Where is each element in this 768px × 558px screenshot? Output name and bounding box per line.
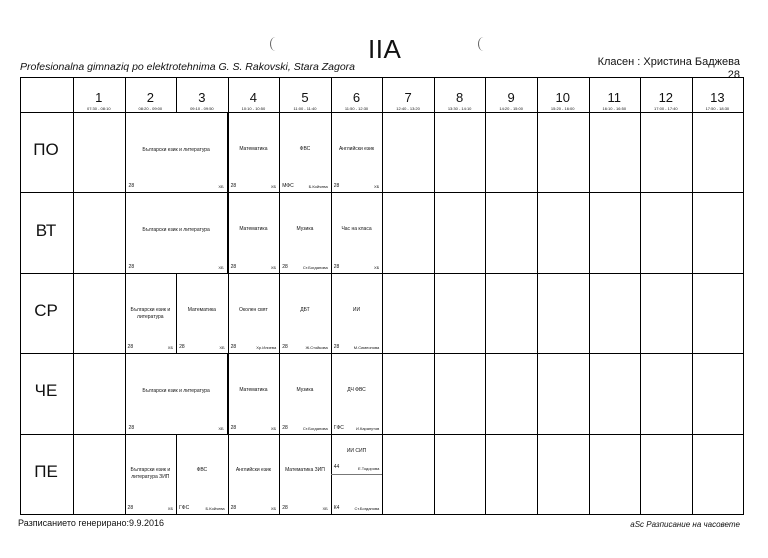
period-column-divider: [485, 78, 486, 514]
lesson-subject: Математика: [239, 145, 268, 152]
lesson-cell[interactable]: [126, 113, 228, 192]
lesson-subject: Български език и литература: [130, 306, 171, 320]
period-time: 12:40 - 13:20: [396, 106, 420, 111]
day-label: ПО: [33, 140, 59, 160]
period-number: 8: [456, 90, 464, 105]
period-number: 6: [352, 90, 361, 105]
lesson-room: ГФС: [333, 424, 344, 431]
period-time: 13:30 - 14:10: [447, 106, 472, 111]
lesson-cell[interactable]: [331, 434, 383, 514]
lesson-teacher: ХБ: [219, 345, 225, 351]
lesson-subject: Български език и литература: [142, 146, 210, 153]
period-time: 17:00 - 17:40: [654, 106, 678, 111]
lesson-group-teacher: Е.Тодорова: [357, 465, 380, 471]
lesson-subject: Математика: [239, 386, 268, 393]
lesson-subject: Математика: [187, 306, 216, 313]
lesson-cell[interactable]: [228, 353, 280, 433]
day-label: СР: [34, 301, 58, 320]
period-number: 5: [301, 90, 309, 105]
lesson-teacher: ХБ: [270, 425, 277, 431]
period-column-divider: [537, 78, 538, 514]
lesson-teacher: ХБ: [270, 505, 277, 511]
lesson-teacher: Хр.Илиева: [256, 345, 277, 351]
period-column-divider: [382, 78, 383, 514]
lesson-subject: Математика: [239, 226, 268, 233]
lesson-subject: Английски език: [235, 467, 271, 474]
lesson-cell[interactable]: [125, 434, 177, 514]
school-name: Profesionalna gimnaziq po elektrotehnima G. S. Rakovski, Stara Zagora: [20, 61, 356, 73]
lesson-subject: ДЧ ФВС: [347, 386, 366, 393]
class-teacher: Класен : Христина Баджева: [597, 56, 740, 68]
lesson-subject: Български език и литература: [142, 227, 210, 234]
day-label: ПЕ: [34, 461, 58, 481]
lesson-teacher: Ст.Богданова: [354, 505, 380, 511]
lesson-teacher: ХБ: [374, 264, 380, 270]
lesson-teacher: ХБ: [218, 425, 224, 431]
lesson-room: 28: [230, 504, 237, 511]
period-time: 15:20 - 16:00: [550, 106, 575, 111]
lesson-teacher: ХБ: [167, 505, 174, 511]
lesson-cell[interactable]: [176, 273, 228, 353]
lesson-teacher: ХБ: [322, 505, 328, 511]
lesson-subject: ДБТ: [300, 306, 310, 313]
lesson-room: 28: [230, 263, 237, 270]
period-time: 14:20 - 15:00: [499, 106, 523, 111]
lesson-cell[interactable]: [331, 112, 383, 192]
app-credit: aSc Разписание на часовете: [630, 520, 740, 529]
period-column-divider: [434, 78, 435, 514]
lesson-room: 28: [128, 183, 135, 190]
period-time: 10:10 - 10:50: [241, 106, 266, 111]
lesson-group-divider: [331, 474, 383, 475]
punch-hole-left: [270, 37, 281, 51]
home-room: 28: [727, 69, 740, 81]
lesson-teacher: Ж.Стойкова: [305, 345, 328, 351]
lesson-room: 28: [282, 344, 288, 351]
period-number: 4: [249, 90, 258, 105]
lesson-cell[interactable]: [279, 434, 331, 514]
lesson-cell[interactable]: [331, 192, 383, 272]
lesson-cell[interactable]: [279, 112, 331, 192]
class-title: IIA: [368, 34, 402, 64]
lesson-room: 28: [333, 263, 340, 270]
lesson-room: 28: [333, 183, 340, 190]
period-number: 7: [404, 90, 412, 105]
lesson-subject: Музика: [296, 386, 314, 393]
timetable-grid: [20, 77, 744, 515]
lesson-teacher: Ст.Богданова: [302, 425, 328, 431]
lesson-room: 28: [282, 504, 288, 511]
lesson-cell[interactable]: [331, 273, 383, 353]
lesson-cell[interactable]: [176, 434, 228, 514]
lesson-subject: ИИ: [352, 306, 361, 313]
period-number: 13: [710, 90, 725, 105]
lesson-cell[interactable]: [228, 434, 280, 514]
lesson-cell[interactable]: [228, 112, 280, 192]
lesson-teacher: Б.Койчева: [308, 184, 328, 190]
period-number: 10: [555, 90, 570, 105]
lesson-room: 28: [230, 424, 237, 431]
lesson-teacher: ХБ: [270, 184, 277, 190]
lesson-subject: ФВС: [299, 145, 311, 152]
period-time: 16:10 - 16:50: [602, 106, 627, 111]
punch-hole-right: [478, 37, 489, 51]
period-column-divider: [692, 78, 693, 514]
period-time: 17:50 - 18:30: [705, 106, 730, 111]
lesson-cell[interactable]: [125, 273, 177, 353]
lesson-subject: Математика ЗИП: [285, 467, 325, 474]
period-time: 09:10 - 09:50: [190, 106, 214, 111]
lesson-room: 28: [230, 344, 237, 351]
period-number: 11: [607, 90, 622, 105]
lesson-subject: Час на класа: [341, 226, 372, 233]
lesson-cell[interactable]: [331, 353, 383, 433]
lesson-teacher: ХБ: [374, 184, 380, 190]
period-number: 2: [146, 90, 154, 105]
lesson-subject: Български език и литература ЗИП: [130, 467, 171, 481]
lesson-room: ГФС: [179, 504, 190, 511]
lesson-subject: ФВС: [196, 467, 208, 474]
lesson-teacher: Б.Койчева: [205, 505, 225, 511]
lesson-room: 28: [282, 424, 288, 431]
period-number: 1: [95, 90, 103, 105]
lesson-subject: Околен свят: [239, 306, 268, 313]
lesson-subject: Български език и литература: [142, 387, 210, 394]
period-time: 07:30 - 08:10: [86, 106, 111, 111]
lesson-subject: ИИ СИП: [346, 448, 367, 455]
lesson-room: 28: [282, 263, 288, 270]
lesson-cell[interactable]: [279, 273, 331, 353]
lesson-room: 28: [128, 263, 135, 270]
period-number: 9: [507, 90, 515, 105]
lesson-subject: Музика: [296, 226, 314, 233]
lesson-room: 28: [179, 344, 185, 351]
lesson-room: 28: [230, 183, 237, 190]
lesson-teacher: ХБ: [167, 345, 174, 351]
lesson-room: МФС: [282, 183, 294, 190]
lesson-cell[interactable]: [126, 354, 228, 433]
period-number: 3: [198, 90, 206, 105]
lesson-teacher: И.Карапутов: [356, 425, 380, 431]
day-label: ЧЕ: [34, 381, 58, 401]
generated-date: Разписанието генерирано:9.9.2016: [18, 518, 164, 528]
lesson-group-room: 44: [333, 464, 340, 471]
lesson-cell[interactable]: [279, 353, 331, 433]
period-column-divider: [640, 78, 641, 514]
lesson-teacher: ХБ: [270, 264, 277, 270]
period-time: 11:50 - 12:30: [344, 106, 369, 111]
period-number: 12: [658, 90, 674, 105]
lesson-room: 28: [127, 504, 134, 511]
lesson-subject: Английски език: [338, 145, 375, 152]
lesson-room: К4: [333, 504, 340, 511]
lesson-room: 28: [128, 424, 135, 431]
lesson-teacher: М.Симеонова: [353, 345, 380, 351]
lesson-room: 28: [127, 344, 134, 351]
lesson-room: 28: [333, 344, 340, 351]
day-label: ВТ: [35, 220, 57, 240]
period-time: 08:20 - 09:00: [138, 106, 163, 111]
period-column-divider: [589, 78, 590, 514]
lesson-cell[interactable]: [228, 192, 280, 272]
lesson-cell[interactable]: [228, 273, 280, 353]
lesson-teacher: Ст.Богданова: [302, 264, 328, 270]
lesson-teacher: ХБ: [218, 184, 224, 190]
lesson-cell[interactable]: [279, 192, 331, 272]
lesson-teacher: ХБ: [218, 264, 224, 270]
lesson-cell[interactable]: [126, 193, 228, 272]
period-column-divider: [73, 78, 74, 514]
period-time: 11:00 - 11:40: [293, 106, 317, 111]
